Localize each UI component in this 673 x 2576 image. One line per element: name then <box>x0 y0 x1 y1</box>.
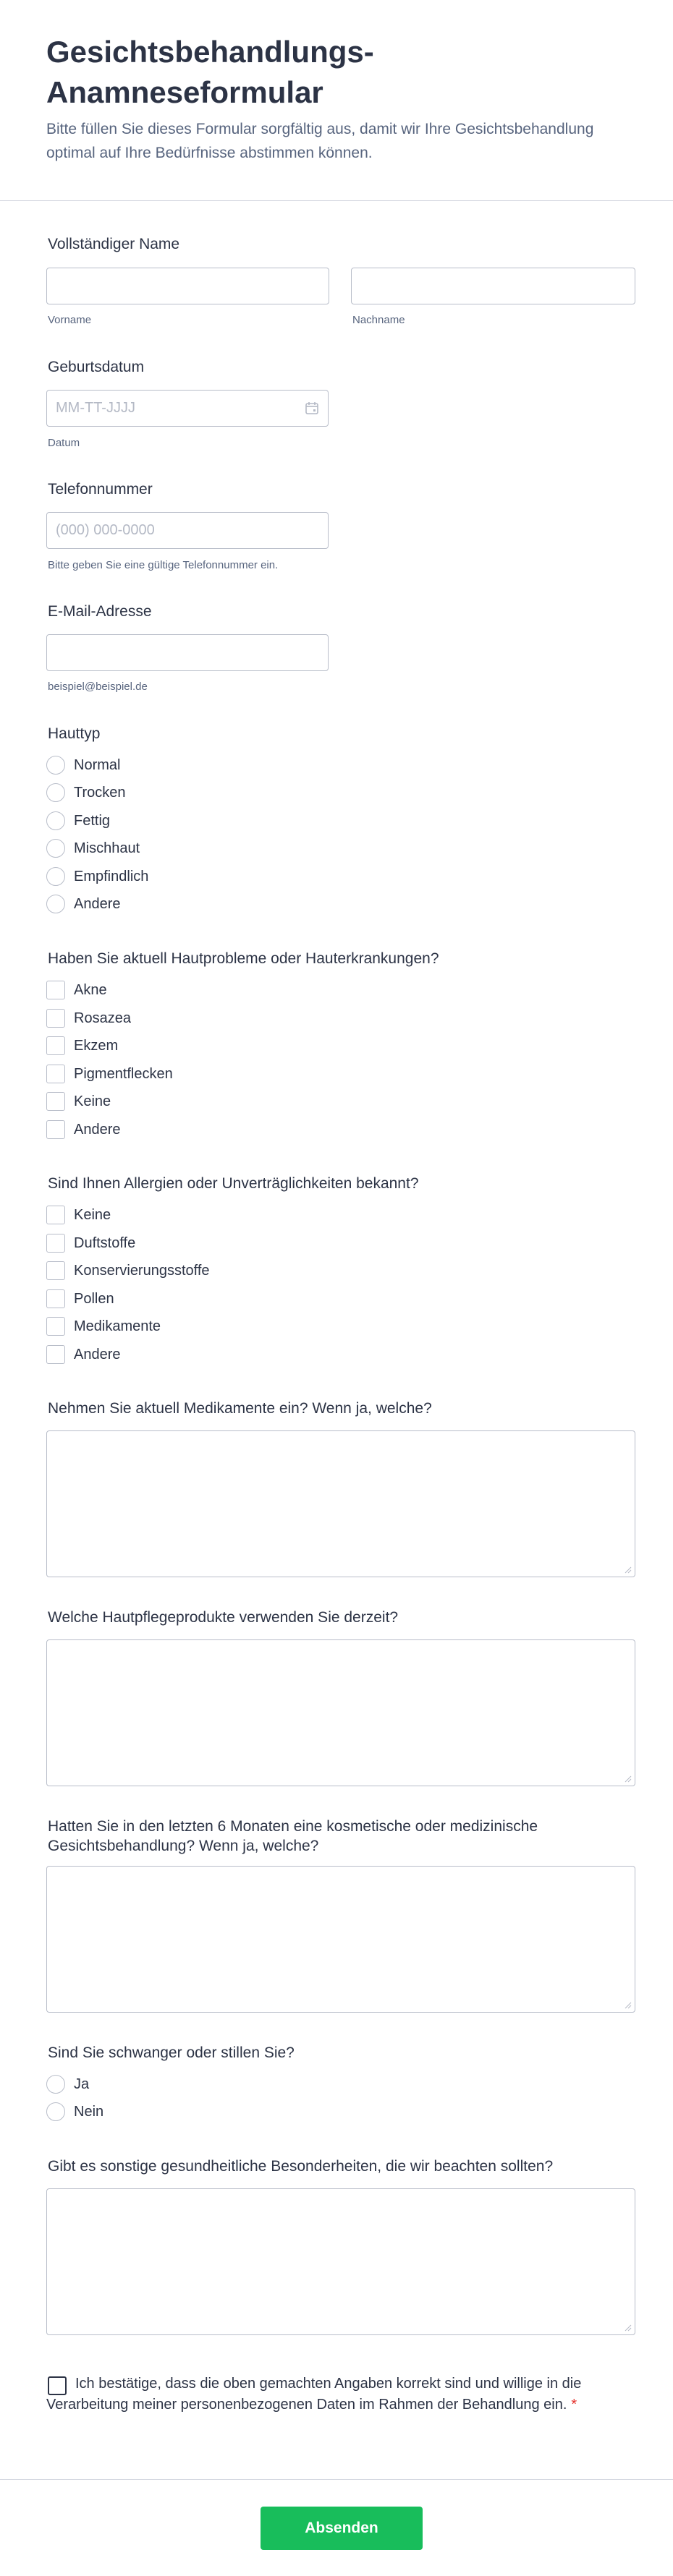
resize-handle-icon[interactable] <box>623 2323 632 2332</box>
skinproblems-option[interactable] <box>46 1119 121 1140</box>
skinproblems-option[interactable] <box>46 980 107 1000</box>
consent-text: Ich bestätige, dass die oben gemachten Angaben korrekt sind und willige in die Verarbeitung meiner personenbezogenen Daten im Rahmen der Behandlung ein. <box>46 2376 582 2413</box>
option-label: Andere <box>74 1121 121 1138</box>
email-sublabel: beispiel@beispiel.de <box>48 681 148 693</box>
option-label: Medikamente <box>74 1318 161 1334</box>
checkbox[interactable] <box>46 1036 65 1055</box>
skinproblems-option[interactable] <box>46 1064 173 1084</box>
allergies-option[interactable] <box>46 1344 121 1365</box>
products-textarea[interactable] <box>46 1639 635 1786</box>
skinproblems-label: Haben Sie aktuell Hautprobleme oder Hauterkrankungen? <box>48 950 439 967</box>
option-label: Rosazea <box>74 1010 131 1026</box>
pregnant-option[interactable] <box>46 2074 89 2094</box>
option-label: Keine <box>74 1093 111 1109</box>
email-input[interactable] <box>47 635 328 670</box>
option-label: Ja <box>74 2076 90 2092</box>
option-label: Mischhaut <box>74 840 140 856</box>
form-subtitle: Bitte füllen Sie dieses Formular sorgfältig aus, damit wir Ihre Gesichtsbehandlung optimal auf Ihre Bedürfnisse abstimmen können. <box>46 121 594 161</box>
radio-button[interactable] <box>46 867 65 886</box>
phone-field[interactable] <box>46 512 329 549</box>
last-name-sublabel: Nachname <box>352 314 405 326</box>
radio-button[interactable] <box>46 811 65 830</box>
previous-label: Hatten Sie in den letzten 6 Monaten eine kosmetische oder medizinische Gesichtsbehandlung? Wenn ja, welche? <box>48 1818 538 1854</box>
birthdate-field[interactable] <box>46 390 329 427</box>
option-label: Duftstoffe <box>74 1234 136 1251</box>
checkbox[interactable] <box>46 1092 65 1111</box>
resize-handle-icon[interactable] <box>623 2000 632 2009</box>
phone-input[interactable] <box>47 513 328 548</box>
email-label: E-Mail-Adresse <box>48 603 152 620</box>
skinproblems-option[interactable] <box>46 1008 131 1028</box>
previous-textarea[interactable] <box>46 1866 635 2013</box>
option-label: Fettig <box>74 812 111 829</box>
option-label: Trocken <box>74 784 126 801</box>
checkbox[interactable] <box>46 981 65 999</box>
resize-handle-icon[interactable] <box>623 1774 632 1783</box>
skintype-option[interactable] <box>46 755 120 775</box>
option-label: Keine <box>74 1206 111 1223</box>
name-label: Vollständiger Name <box>48 236 180 252</box>
form-footer <box>0 2479 673 2576</box>
required-asterisk: * <box>571 2397 577 2413</box>
birthdate-sublabel: Datum <box>48 437 80 449</box>
radio-button[interactable] <box>46 839 65 858</box>
radio-button[interactable] <box>46 783 65 802</box>
allergies-option[interactable] <box>46 1316 161 1336</box>
checkbox[interactable] <box>46 1317 65 1336</box>
skintype-label: Hauttyp <box>48 725 101 742</box>
checkbox[interactable] <box>46 1234 65 1253</box>
calendar-icon[interactable] <box>305 401 319 415</box>
birthdate-input[interactable] <box>47 391 328 426</box>
option-label: Konservierungsstoffe <box>74 1262 210 1279</box>
checkbox[interactable] <box>46 1345 65 1364</box>
pregnant-label: Sind Sie schwanger oder stillen Sie? <box>48 2044 295 2061</box>
skintype-option[interactable] <box>46 894 121 914</box>
birthdate-label: Geburtsdatum <box>48 359 145 375</box>
skintype-option[interactable] <box>46 866 148 887</box>
checkbox[interactable] <box>46 1261 65 1280</box>
radio-button[interactable] <box>46 2102 65 2121</box>
radio-button[interactable] <box>46 2075 65 2094</box>
medications-textarea[interactable] <box>46 1430 635 1577</box>
email-field[interactable] <box>46 634 329 671</box>
allergies-option[interactable] <box>46 1233 135 1253</box>
option-label: Andere <box>74 1346 121 1362</box>
first-name-field[interactable] <box>46 268 329 304</box>
consent-checkbox[interactable] <box>48 2376 67 2395</box>
first-name-input[interactable] <box>47 268 329 304</box>
skinproblems-option[interactable] <box>46 1091 111 1112</box>
resize-handle-icon[interactable] <box>623 1565 632 1574</box>
submit-button[interactable]: Absenden <box>261 2507 423 2550</box>
form-title: Gesichtsbehandlungs-Anamneseformular <box>46 35 374 109</box>
checkbox[interactable] <box>46 1289 65 1308</box>
form-header <box>0 0 673 201</box>
products-label: Welche Hautpflegeprodukte verwenden Sie derzeit? <box>48 1609 399 1626</box>
skintype-option[interactable] <box>46 811 110 831</box>
option-label: Normal <box>74 756 121 773</box>
option-label: Akne <box>74 981 107 998</box>
option-label: Andere <box>74 895 121 912</box>
radio-button[interactable] <box>46 895 65 913</box>
last-name-input[interactable] <box>352 268 635 304</box>
other-textarea[interactable] <box>46 2188 635 2335</box>
allergies-option[interactable] <box>46 1205 111 1225</box>
other-label: Gibt es sonstige gesundheitliche Besonderheiten, die wir beachten sollten? <box>48 2158 554 2175</box>
medications-label: Nehmen Sie aktuell Medikamente ein? Wenn ja, welche? <box>48 1400 432 1417</box>
checkbox[interactable] <box>46 1120 65 1139</box>
option-label: Pigmentflecken <box>74 1065 173 1082</box>
checkbox[interactable] <box>46 1206 65 1224</box>
skinproblems-option[interactable] <box>46 1036 118 1056</box>
first-name-sublabel: Vorname <box>48 314 92 326</box>
checkbox[interactable] <box>46 1009 65 1028</box>
skintype-option[interactable] <box>46 782 126 803</box>
pregnant-option[interactable] <box>46 2102 103 2122</box>
radio-button[interactable] <box>46 756 65 775</box>
consent-label <box>46 2374 582 2415</box>
phone-label: Telefonnummer <box>48 481 153 498</box>
option-label: Empfindlich <box>74 868 149 884</box>
option-label: Nein <box>74 2103 104 2120</box>
allergies-label: Sind Ihnen Allergien oder Unverträglichkeiten bekannt? <box>48 1175 419 1192</box>
option-label: Ekzem <box>74 1037 119 1054</box>
allergies-option[interactable] <box>46 1289 114 1309</box>
last-name-field[interactable] <box>351 268 635 304</box>
option-label: Pollen <box>74 1290 114 1307</box>
checkbox[interactable] <box>46 1065 65 1083</box>
phone-sublabel: Bitte geben Sie eine gültige Telefonnummer ein. <box>48 559 279 571</box>
allergies-option[interactable] <box>46 1261 210 1281</box>
skintype-option[interactable] <box>46 838 140 858</box>
